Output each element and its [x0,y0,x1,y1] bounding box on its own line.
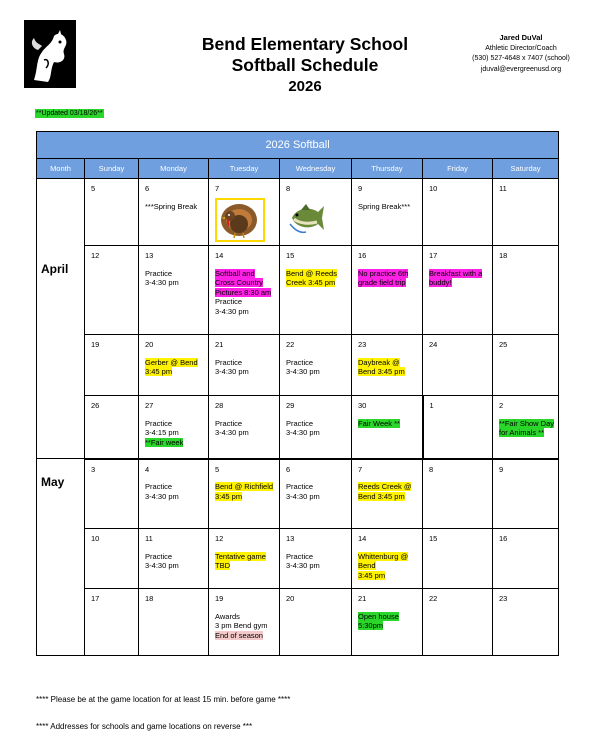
event-label [358,419,418,429]
day-number: 2 [499,401,504,410]
event-text [286,482,347,492]
day-number: 22 [429,594,438,603]
event-label [358,358,418,377]
day-number: 21 [215,340,224,349]
day-cell [493,589,559,656]
day-cell [85,396,139,459]
header-wednesday: Wednesday [280,159,352,179]
event-label [358,612,418,631]
week-row [37,246,559,335]
day-cell [85,459,139,529]
day-number: 9 [499,464,504,474]
day-cell [423,396,493,459]
day-number: 30 [358,401,367,410]
contact-role: Athletic Director/Coach [485,44,557,52]
day-number: 15 [429,534,438,543]
event-text-content: Bend @ Reeds Creek 3:45 pm [286,268,337,287]
day-cell [85,335,139,396]
event-text-content: Practice [286,482,314,491]
event-text-content: 3-4:30 pm [286,491,320,501]
event-text-content: Whittenburg @ Bend [358,551,409,570]
day-cell [280,589,352,656]
day-cell [280,459,352,529]
event-text-content: Practice [215,357,243,367]
day-number: 7 [358,464,363,474]
event-text [215,358,275,368]
calendar-banner: 2026 Softball [37,132,559,159]
event-text [286,367,347,377]
day-number: 12 [215,534,224,543]
day-cell [423,179,493,246]
title-year: 2026 [288,78,322,95]
event-text [286,428,347,438]
weekday-header-row [37,159,559,179]
event-text-content: Awards [215,611,240,621]
event-text-content: Bend @ Richfield 3:45 pm [215,482,274,501]
event-text [145,561,204,571]
day-number: 10 [91,534,100,543]
day-number: 7 [215,184,220,193]
week-row [37,459,559,529]
event-text-content: **Fair Show Day for Animals ** [499,418,555,437]
day-number: 27 [145,401,154,410]
event-text [215,419,275,429]
month-label-april: April [37,246,85,335]
day-cell [352,396,423,459]
event-text [286,492,347,502]
event-text-content: **Fair week [145,437,184,447]
day-cell [139,396,209,459]
event-text-content: Fair Week ** [358,418,400,428]
event-text-content: Practice [145,551,173,561]
day-cell [280,335,352,396]
month-cell [37,335,85,396]
footnote-addresses: **** Addresses for schools and game locations on reverse *** [36,722,253,731]
event-text [145,419,204,429]
day-cell [209,179,280,246]
contact-block [462,33,580,75]
day-number: 20 [286,594,295,603]
event-label [358,269,418,288]
week-row [37,529,559,589]
day-number: 8 [286,184,291,193]
day-cell [139,589,209,656]
event-label [145,438,204,448]
day-number: 13 [286,534,295,543]
week-row [37,396,559,459]
day-cell [280,396,352,459]
event-text-content: 3-4:30 pm [145,561,179,570]
day-cell [85,246,139,335]
month-cell [37,396,85,459]
month-cell [37,529,85,589]
calendar-table [36,131,559,656]
event-text-content: Practice [145,482,173,491]
event-text-content: End of season [215,630,263,640]
day-cell [280,179,352,246]
event-label [499,419,554,438]
day-cell [493,179,559,246]
event-text-content: 3-4:30 pm [215,428,249,437]
header-friday: Friday [423,159,493,179]
event-text-content: Open house 5:30pm [358,611,399,630]
event-text-content: 3-4:30 pm [286,428,320,437]
event-label [358,571,418,581]
contact-email: jduval@evergreenusd.org [480,65,562,73]
day-number: 13 [145,251,154,260]
event-text [145,269,204,279]
event-label [215,269,275,298]
event-text [286,561,347,571]
event-text [215,612,275,622]
event-text [215,428,275,438]
day-number: 17 [91,594,100,603]
day-number: 4 [145,464,150,474]
week-row [37,589,559,656]
day-cell [352,589,423,656]
day-cell [85,529,139,589]
day-cell [423,589,493,656]
event-text-content: Practice [215,418,243,428]
month-cell [37,179,85,246]
event-text-content: Tentative game TBD [215,551,266,570]
week-row [37,335,559,396]
day-number: 21 [358,594,367,603]
event-text-content: 3-4:15 pm [145,428,179,437]
day-number: 23 [499,594,508,603]
day-number: 10 [429,184,438,193]
event-text-content: No practice 6th grade field trip [358,268,409,287]
day-number: 14 [358,534,367,543]
day-cell [423,529,493,589]
event-label [286,269,347,288]
month-cell [37,589,85,656]
event-text [145,482,204,492]
day-cell [493,396,559,459]
day-cell [209,529,280,589]
event-label [145,358,204,377]
week-row [37,179,559,246]
day-number: 16 [499,534,508,543]
event-text-content: Daybreak @ Bend 3:45 pm [358,357,405,376]
day-number: 16 [358,251,367,260]
day-cell [139,246,209,335]
day-number: 29 [286,401,295,410]
mustang-logo [24,20,76,88]
day-number: 26 [91,401,100,410]
day-cell [280,246,352,335]
event-text-content: 3-4:30 pm [215,306,249,316]
day-cell [209,246,280,335]
updated-note: **Updated 03/18/26** [36,110,103,117]
event-text-content: 3 pm Bend gym [215,621,268,630]
event-text-content: Spring Break*** [358,201,411,211]
event-label [429,269,488,288]
day-number: 6 [286,464,291,474]
header-month: Month [37,159,85,179]
event-text-content: Practice [215,297,243,306]
event-text-content: 3-4:30 pm [145,491,179,501]
event-text [145,552,204,562]
calendar-body [37,179,559,656]
day-number: 19 [91,340,100,349]
event-text [215,307,275,317]
day-cell [139,179,209,246]
day-cell [493,335,559,396]
day-cell [209,335,280,396]
day-number: 28 [215,401,224,410]
footnote-arrival: **** Please be at the game location for at least 15 min. before game **** [36,695,291,704]
event-text-content: 3-4:30 pm [215,367,249,376]
turkey-icon [215,198,265,242]
event-text-content: 3-4:30 pm [145,278,179,287]
event-text-content: Softball and Cross Country Pictures 8:30 am [215,268,272,297]
fish-icon [286,198,347,241]
header-monday: Monday [139,159,209,179]
day-number: 17 [429,251,438,260]
event-label [215,482,275,501]
day-number: 8 [429,464,434,474]
event-text [286,358,347,368]
event-text [145,278,204,288]
event-text [286,419,347,429]
day-number: 18 [145,594,154,603]
day-number: 14 [215,251,224,260]
event-text [215,367,275,377]
event-text-content: 3-4:30 pm [286,367,320,376]
event-label [358,482,418,501]
event-text [215,621,275,631]
day-cell [139,335,209,396]
day-number: 1 [429,401,434,410]
event-text [145,492,204,502]
day-number: 15 [286,251,295,260]
title-schedule: Softball Schedule [231,55,379,75]
day-number: 3 [91,464,96,474]
contact-phone: (530) 527-4648 x 7407 (school) [472,55,570,62]
event-text [145,428,204,438]
day-cell [493,529,559,589]
event-text-content: Practice [286,551,314,561]
day-cell [139,459,209,529]
day-cell [209,589,280,656]
event-text [358,202,418,212]
day-number: 24 [429,340,438,349]
header-sunday: Sunday [85,159,139,179]
event-text [215,297,275,307]
day-cell [209,459,280,529]
header-tuesday: Tuesday [209,159,280,179]
event-text-content: 3:45 pm [358,570,386,580]
day-number: 11 [499,184,507,193]
day-number: 23 [358,340,367,349]
document-title [170,34,440,97]
day-cell [493,246,559,335]
day-cell [85,589,139,656]
event-text-content: Practice [145,268,173,278]
day-cell [352,335,423,396]
day-cell [423,335,493,396]
event-text-content: Practice [286,357,314,367]
day-number: 20 [145,340,154,349]
day-cell [352,246,423,335]
event-text-content: ***Spring Break [145,201,198,211]
event-text-content: Practice [145,418,173,428]
day-cell [139,529,209,589]
event-text-content: 3-4:30 pm [286,561,320,570]
event-text-content: Gerber @ Bend 3:45 pm [145,357,198,376]
day-number: 18 [499,251,508,260]
day-cell [493,459,559,529]
day-number: 19 [215,594,224,603]
event-text [286,552,347,562]
event-text-content: Breakfast with a buddy! [429,268,483,287]
title-school: Bend Elementary School [201,34,409,54]
contact-name: Jared DuVal [499,33,543,42]
day-number: 12 [91,251,100,260]
event-text [145,202,204,212]
day-number: 9 [358,184,363,193]
day-number: 6 [145,184,150,193]
day-cell [280,529,352,589]
event-label [215,552,275,571]
header-saturday: Saturday [493,159,559,179]
day-number: 5 [215,464,220,474]
event-text-content: Practice [286,418,314,428]
day-cell [352,529,423,589]
day-cell [352,179,423,246]
event-label [358,552,418,571]
day-cell [423,459,493,529]
event-text-content: Reeds Creek @ Bend 3:45 pm [358,482,412,501]
day-cell [209,396,280,459]
day-number: 5 [91,184,96,193]
day-number: 11 [145,534,153,543]
day-cell [352,459,423,529]
header-thursday: Thursday [352,159,423,179]
day-cell [423,246,493,335]
day-number: 25 [499,340,508,349]
event-label [215,631,275,641]
month-label-may: May [37,459,85,529]
day-number: 22 [286,340,295,349]
day-cell [85,179,139,246]
